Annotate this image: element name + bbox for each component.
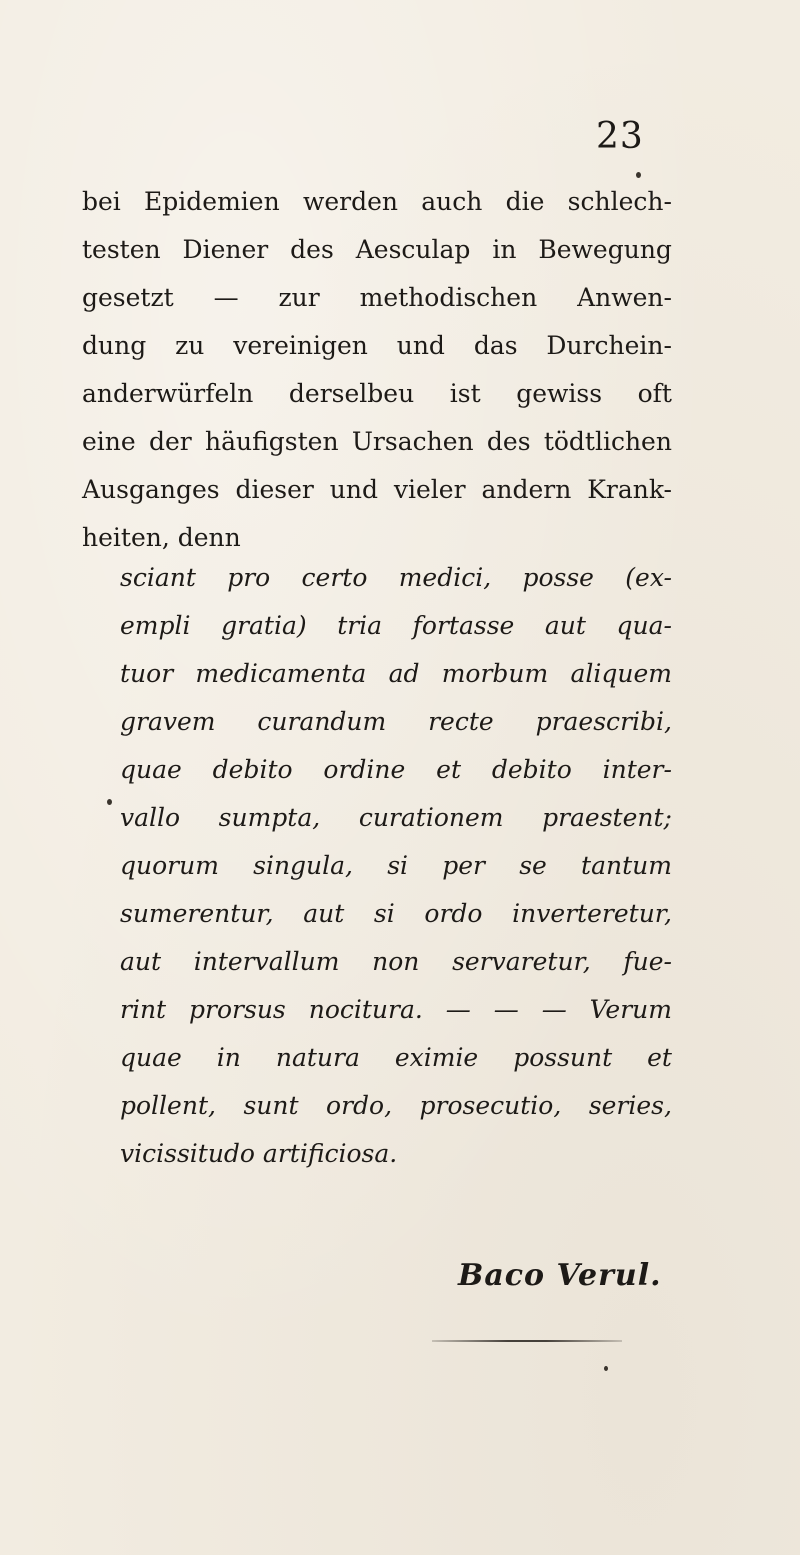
text-line: anderwürfeln derselbeu ist gewiss oft xyxy=(82,379,672,408)
text-line: testen Diener des Aesculap in Bewegung xyxy=(82,235,672,264)
quote-line: quorum singula, si per se tantum xyxy=(120,851,672,880)
quote-line: empli gratia) tria fortasse aut qua- xyxy=(120,611,672,640)
ink-speck xyxy=(107,799,112,805)
quote-line: vicissitudo artificiosa. xyxy=(120,1139,398,1168)
latin-quote xyxy=(120,554,672,1178)
ink-speck xyxy=(604,1366,608,1371)
quote-line: pollent, sunt ordo, prosecutio, series, xyxy=(120,1091,672,1120)
text-line: eine der häufigsten Ursachen des tödtlichen xyxy=(82,427,672,456)
quote-line: vallo sumpta, curationem praestent; xyxy=(120,803,672,832)
german-paragraph xyxy=(82,178,672,562)
quote-line: aut intervallum non servaretur, fue- xyxy=(120,947,672,976)
ink-speck xyxy=(636,172,641,178)
text-line: dung zu vereinigen und das Durchein- xyxy=(82,331,672,360)
page-number: 23 xyxy=(596,116,644,157)
text-line: Ausganges dieser und vieler andern Krank- xyxy=(82,475,672,504)
quote-line: quae debito ordine et debito inter- xyxy=(120,755,672,784)
text-line: heiten, denn xyxy=(82,523,241,552)
quote-line: rint prorsus nocitura. — — — Verum xyxy=(120,995,672,1024)
quote-line: sumerentur, aut si ordo inverteretur, xyxy=(120,899,672,928)
text-line: gesetzt — zur methodischen Anwen- xyxy=(82,283,672,312)
ornamental-rule xyxy=(432,1340,622,1342)
text-line: bei Epidemien werden auch die schlech- xyxy=(82,187,672,216)
quote-line: sciant pro certo medici, posse (ex- xyxy=(120,563,672,592)
quote-line: gravem curandum recte praescribi, xyxy=(120,707,672,736)
quote-attribution: Baco Verul. xyxy=(458,1258,662,1293)
quote-line: tuor medicamenta ad morbum aliquem xyxy=(120,659,672,688)
quote-line: quae in natura eximie possunt et xyxy=(120,1043,672,1072)
